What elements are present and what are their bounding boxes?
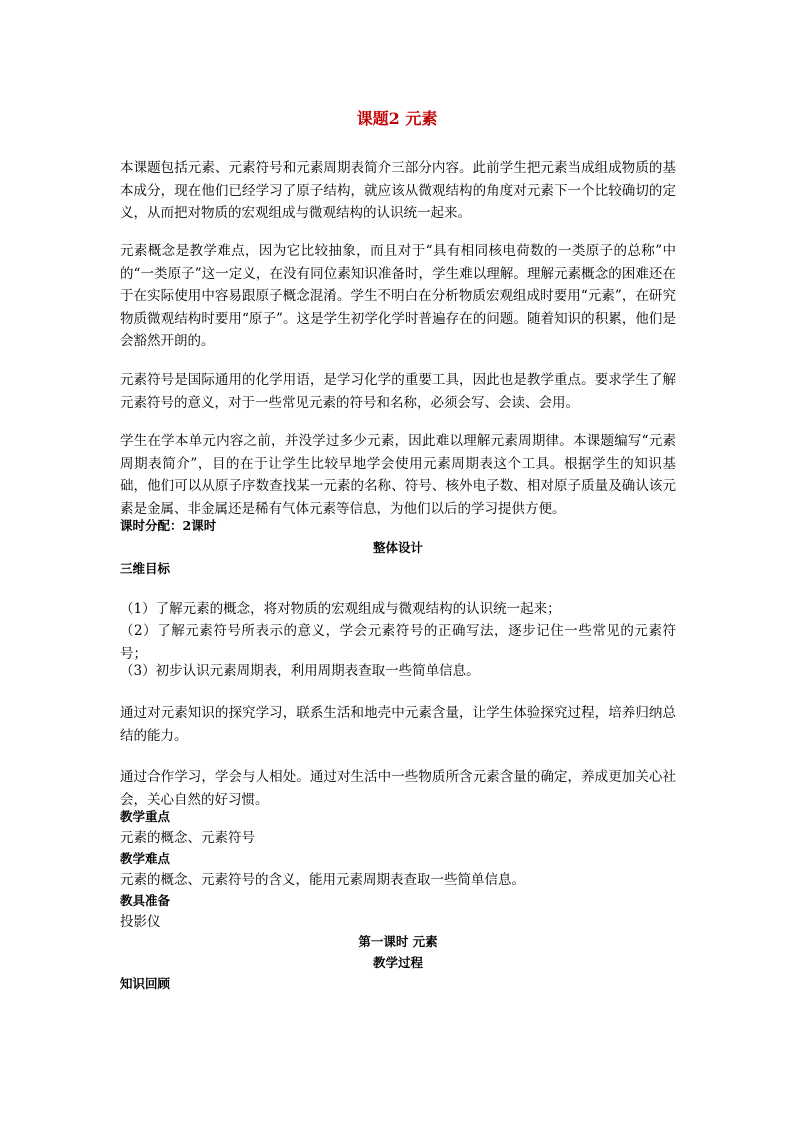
materials: 投影仪 xyxy=(120,914,161,930)
goal-item-1: （1）了解元素的概念，将对物质的宏观组成与微观结构的认识统一起来； xyxy=(120,601,561,617)
goal-item-3: （3）初步认识元素周期表，利用周期表查取一些简单信息。 xyxy=(120,663,480,679)
process-goal: 通过对元素知识的探究学习，联系生活和地壳中元素含量，让学生体验探究过程，培养归纳总结的能力。 xyxy=(120,705,676,744)
difficulties: 元素的概念、元素符号的含义，能用元素周期表查取一些简单信息。 xyxy=(120,872,525,888)
intro-paragraph-3: 元素符号是国际通用的化学用语，是学习化学的重要工具，因此也是教学重点。要求学生了解元素符号的意义，对于一些常见元素的符号和名称，必须会写、会读、会用。 xyxy=(120,372,676,411)
goal-item-2: （2）了解元素符号所表示的意义，学会元素符号的正确写法，逐步记住一些常见的元素符号； xyxy=(120,623,676,662)
lesson1-title: 第一课时 元素 xyxy=(358,934,438,949)
overall-design-heading: 整体设计 xyxy=(372,540,423,555)
difficulties-heading: 教学难点 xyxy=(120,851,171,866)
attitude-goal: 通过合作学习，学会与人相处。通过对生活中一些物质所含元素含量的确定，养成更加关心社会，关心自然的好习惯。 xyxy=(120,769,676,808)
goals-heading: 三维目标 xyxy=(120,561,171,576)
intro-paragraph-2: 元素概念是教学难点，因为它比较抽象，而且对于“具有相同核电荷数的一类原子的总称”中的“一类原子”这一定义，在没有同位素知识准备时，学生难以理解。理解元素概念的困难还在于在实际使用中容易跟原子概念混淆。学生不明白在分析物质宏观组成时要用“元素”，在研究物质微观结构时要用“原子”。这是学生初学化学时普遍存在的问题。随着知识的积累，他们是会豁然开朗的。 xyxy=(120,243,676,349)
page-title: 课题2 元素 xyxy=(356,109,438,128)
lesson-hours: 课时分配：2课时 xyxy=(120,518,217,533)
key-points: 元素的概念、元素符号 xyxy=(120,830,255,846)
materials-heading: 教具准备 xyxy=(120,893,171,908)
key-points-heading: 教学重点 xyxy=(120,809,171,824)
review-heading: 知识回顾 xyxy=(120,976,171,991)
intro-paragraph-1: 本课题包括元素、元素符号和元素周期表简介三部分内容。此前学生把元素当成组成物质的基本成分，现在他们已经学习了原子结构，就应该从微观结构的角度对元素下一个比较确切的定义，从而把对物质的宏观组成与微观结构的认识统一起来。 xyxy=(120,160,676,221)
intro-paragraph-4: 学生在学本单元内容之前，并没学过多少元素，因此难以理解元素周期律。本课题编写“元素周期表简介”，目的在于让学生比较早地学会使用元素周期表这个工具。根据学生的知识基础，他们可以从原子序数查找某一元素的名称、符号、核外电子数、相对原子质量及确认该元素是金属、非金属还是稀有气体元素等信息，为他们以后的学习提供方便。 xyxy=(120,433,676,517)
process-heading: 教学过程 xyxy=(372,955,423,970)
